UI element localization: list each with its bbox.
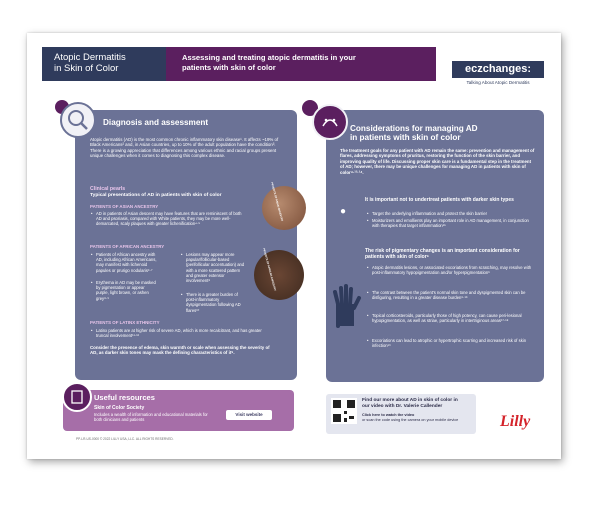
magnifier-icon <box>60 102 96 138</box>
lilly-logo: Lilly <box>500 413 531 430</box>
pigment-bullet-1: • Atopic dermatitis lesions, or associated excoriations from scratching, may resolve with post-inflammatory hypopigmentation and/or hyperpigmentation⁶ <box>372 265 532 275</box>
resources-desc: Includes a wealth of information and educational materials for both clinicians and patients <box>94 412 208 423</box>
african-bullet-1: • Patients of African ancestry with AD, including African Americans, may manifest with lichenoid papules or prurigo nodularis⁶·⁷ <box>96 252 158 273</box>
copyright-footer: PP-LR-US-0000 © 2022 LILLY USA, LLC. ALL RIGHTS RESERVED. <box>76 437 174 441</box>
video-link[interactable]: Click here to watch the video <box>362 413 415 417</box>
resources-title: Useful resources <box>94 393 155 402</box>
underserved-bullet-1: • Target the underlying inflammation and protect the skin barrier <box>372 211 532 216</box>
pigment-heading: The risk of pigmentary changes is an important consideration for patients with skin of color⁶ <box>365 248 520 260</box>
video-line-4: or scan the code using the camera on your mobile device <box>362 418 459 422</box>
qr-code-icon[interactable] <box>331 398 357 424</box>
photo-label-bottom: PATIENTS OF AFRICAN ANCESTRY <box>262 248 277 292</box>
consider-note: Consider the presence of edema, skin warmth or scale when assessing the severity of AD, as darker skin tones may mask the defining characteristics of it⁹. <box>90 345 270 356</box>
droplets-icon: ● <box>340 206 347 217</box>
eczchanges-logo: eczchanges: <box>452 61 544 78</box>
hand-icon <box>332 282 362 333</box>
subtitle-line-1: Assessing and treating atopic dermatitis in your <box>182 53 356 62</box>
resources-org: Skin of Color Society <box>94 405 145 411</box>
african-heading: PATIENTS OF AFRICAN ANCESTRY <box>90 244 165 249</box>
book-icon <box>62 382 92 412</box>
title-line-1: Atopic Dermatitis <box>54 52 126 63</box>
underserved-bullet-2: • Moisturizers and emollients play an important role in AD management, in conjunction with therapies that target inflammation¹⁵ <box>372 218 532 228</box>
latinx-bullet: • Latinx patients are at higher risk of severe AD, which is more recalcitrant, and has greater truncal involvement¹¹·¹² <box>96 328 271 338</box>
african-bullet-4: • There is a greater burden of post-inflammatory dyspigmentation following AD flares¹⁰ <box>186 292 248 313</box>
video-line-1: Find our more about AD in skin of color in <box>362 398 458 403</box>
considerations-title-1: Considerations for managing AD <box>350 124 478 133</box>
video-line-2: our video with Dr. Valerie Callender <box>362 404 443 409</box>
considerations-title-2: in patients with skin of color <box>350 133 461 142</box>
asian-heading: PATIENTS OF ASIAN ANCESTRY <box>90 204 159 209</box>
pigment-bullet-4: • Excoriations can lead to atrophic or hypertrophic scarring and increased risk of skin infection¹⁹ <box>372 338 532 348</box>
asian-skin-photo <box>262 186 306 230</box>
pigment-bullet-3: • Topical corticosteroids, particularly those of high potency, can cause peri-lesional hypopigmentation, as well as striae, particularly in intertriginous areas¹⁷·¹⁸ <box>372 313 532 323</box>
subtitle-banner <box>166 47 436 81</box>
underserved-heading: It is important not to undertreat patients with darker skin types <box>365 197 514 203</box>
typical-presentations: Typical presentations of AD in patients with skin of color <box>90 193 222 198</box>
clinical-pearls-heading: Clinical pearls <box>90 186 126 192</box>
photo-label-top: PATIENTS OF ASIAN ANCESTRY <box>270 182 284 222</box>
visit-website-button[interactable]: Visit website <box>226 410 272 420</box>
african-bullet-2: • Erythema in AD may be masked by pigmentation or appear purple, light brown, or ashen grey⁸·⁹ <box>96 280 158 301</box>
african-skin-photo <box>254 250 304 300</box>
african-bullet-3: • Lesions may appear more papular/follicular-based (perifollicular accentuation) and with a more scattered pattern and greater extensor involvement⁸ <box>186 252 248 283</box>
title-banner <box>42 47 166 81</box>
latinx-heading: PATIENTS OF LATINX ETHNICITY <box>90 320 160 325</box>
asian-bullet: • AD in patients of Asian descent may have features that are reminiscent of both AD and psoriasis, compared with White patients, they may be more well-demarcated, scaly plaques with greater lichenification⁴·⁵ <box>96 211 246 227</box>
diagnosis-intro: Atopic dermatitis (AD) is the most common chronic inflammatory skin disease¹. It affects ~19% of Black Americans² and, in Asian countries, up to 10% of the adult population have the condition³. There is a growing appreciation that differences among various ethnic and racial groups present unique challenges when it comes to diagnosing this complex disease. <box>90 137 279 159</box>
title-line-2: in Skin of Color <box>54 63 119 74</box>
considerations-intro: The treatment goals for any patient with AD remain the same: prevention and management of flares, addressing symptoms of pruritus, restoring the function of the skin barrier, and improving quality of life. Discussing proper skin care is a fundamental step in the treatment of AD; however, there may be unique challenges for managing AD in patients with skin of color⁴·¹³·¹⁴. <box>340 148 535 175</box>
skin-icon <box>312 104 348 140</box>
logo-tagline: Talking About Atopic Dermatitis <box>466 80 530 85</box>
pigment-bullet-2: • The contrast between the patient's normal skin tone and dyspigmented skin can be disfiguring, resulting in a greater disease burden⁶·¹⁶ <box>372 290 532 300</box>
subtitle-line-2: patients with skin of color <box>182 62 276 72</box>
diagnosis-title: Diagnosis and assessment <box>103 118 209 127</box>
